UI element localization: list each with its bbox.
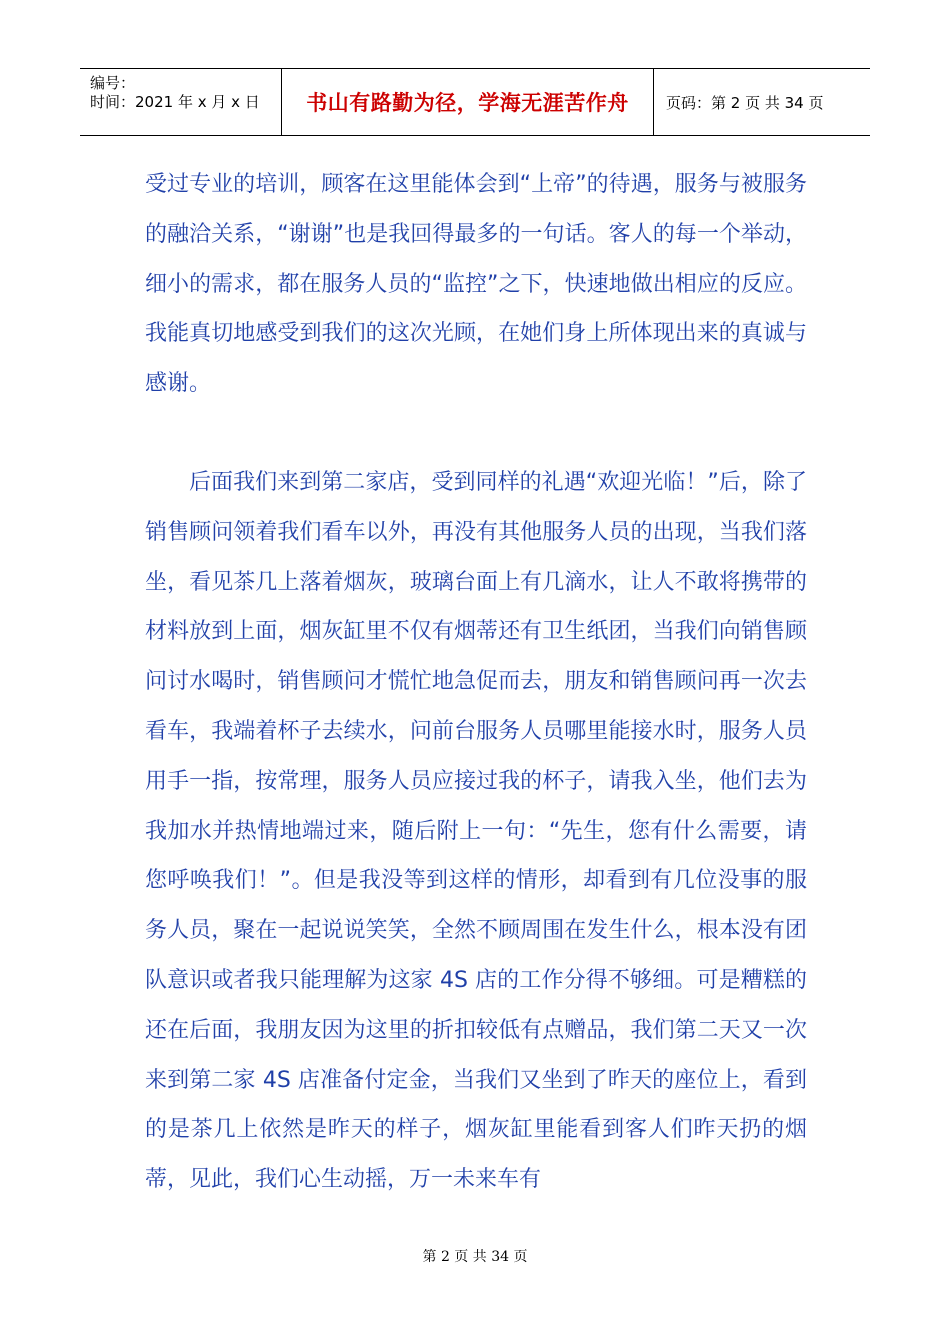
header-page-cell [654,69,870,135]
body-paragraph-1: 受过专业的培训，顾客在这里能体会到“上帝”的待遇，服务与被服务的融洽关系，“谢谢”也是我回得最多的一句话。客人的每一个举动，细小的需求，都在服务人员的“监控”之下，快速地做出相应的反应。我能真切地感受到我们的这次光顾，在她们身上所体现出来的真诚与感谢。 [145,172,807,397]
serial-number-label: 编号： [90,74,136,92]
body-paragraph-2: 后面我们来到第二家店，受到同样的礼遇“欢迎光临！”后，除了销售顾问领着我们看车以外，再没有其他服务人员的出现，当我们落坐，看见茶几上落着烟灰，玻璃台面上有几滴水，让人不敢将携带的材料放到上面，烟灰缸里不仅有烟蒂还有卫生纸团，当我们向销售顾问讨水喝时，销售顾问才慌忙地急促而去，朋友和销售顾问再一次去看车，我端着杯子去续水，问前台服务人员哪里能接水时，服务人员用手一指，按常理，服务人员应接过我的杯子，请我入坐，他们去为我加水并热情地端过来，随后附上一句：“先生，您有什么需要，请您呼唤我们！”。但是我没等到这样的情形，却看到有几位没事的服务人员，聚在一起说说笑笑，全然不顾周围在发生什么，根本没有团队意识或者我只能理解为这家 4S 店的工作分得不够细。可是糟糕的还在后面，我朋友因为这里的折扣较低有点赠品，我们第二天又一次来到第二家 4S 店准备付定金，当我们又坐到了昨天的座位上，看到的是茶几上依然是昨天的样子，烟灰缸里能看到客人们昨天扔的烟蒂，见此，我们心生动摇，万一未来车有 [145,470,807,1193]
header-meta-cell [80,69,282,135]
date-label: 时间：2021 年 x 月 x 日 [90,93,260,111]
page-footer: 第 2 页 共 34 页 [422,1249,528,1265]
motto-text: 书山有路勤为径，学海无涯苦作舟 [306,91,629,115]
document-header [80,68,870,136]
header-motto-cell [282,69,654,135]
page-info-text: 页码：第 2 页 共 34 页 [666,93,824,112]
